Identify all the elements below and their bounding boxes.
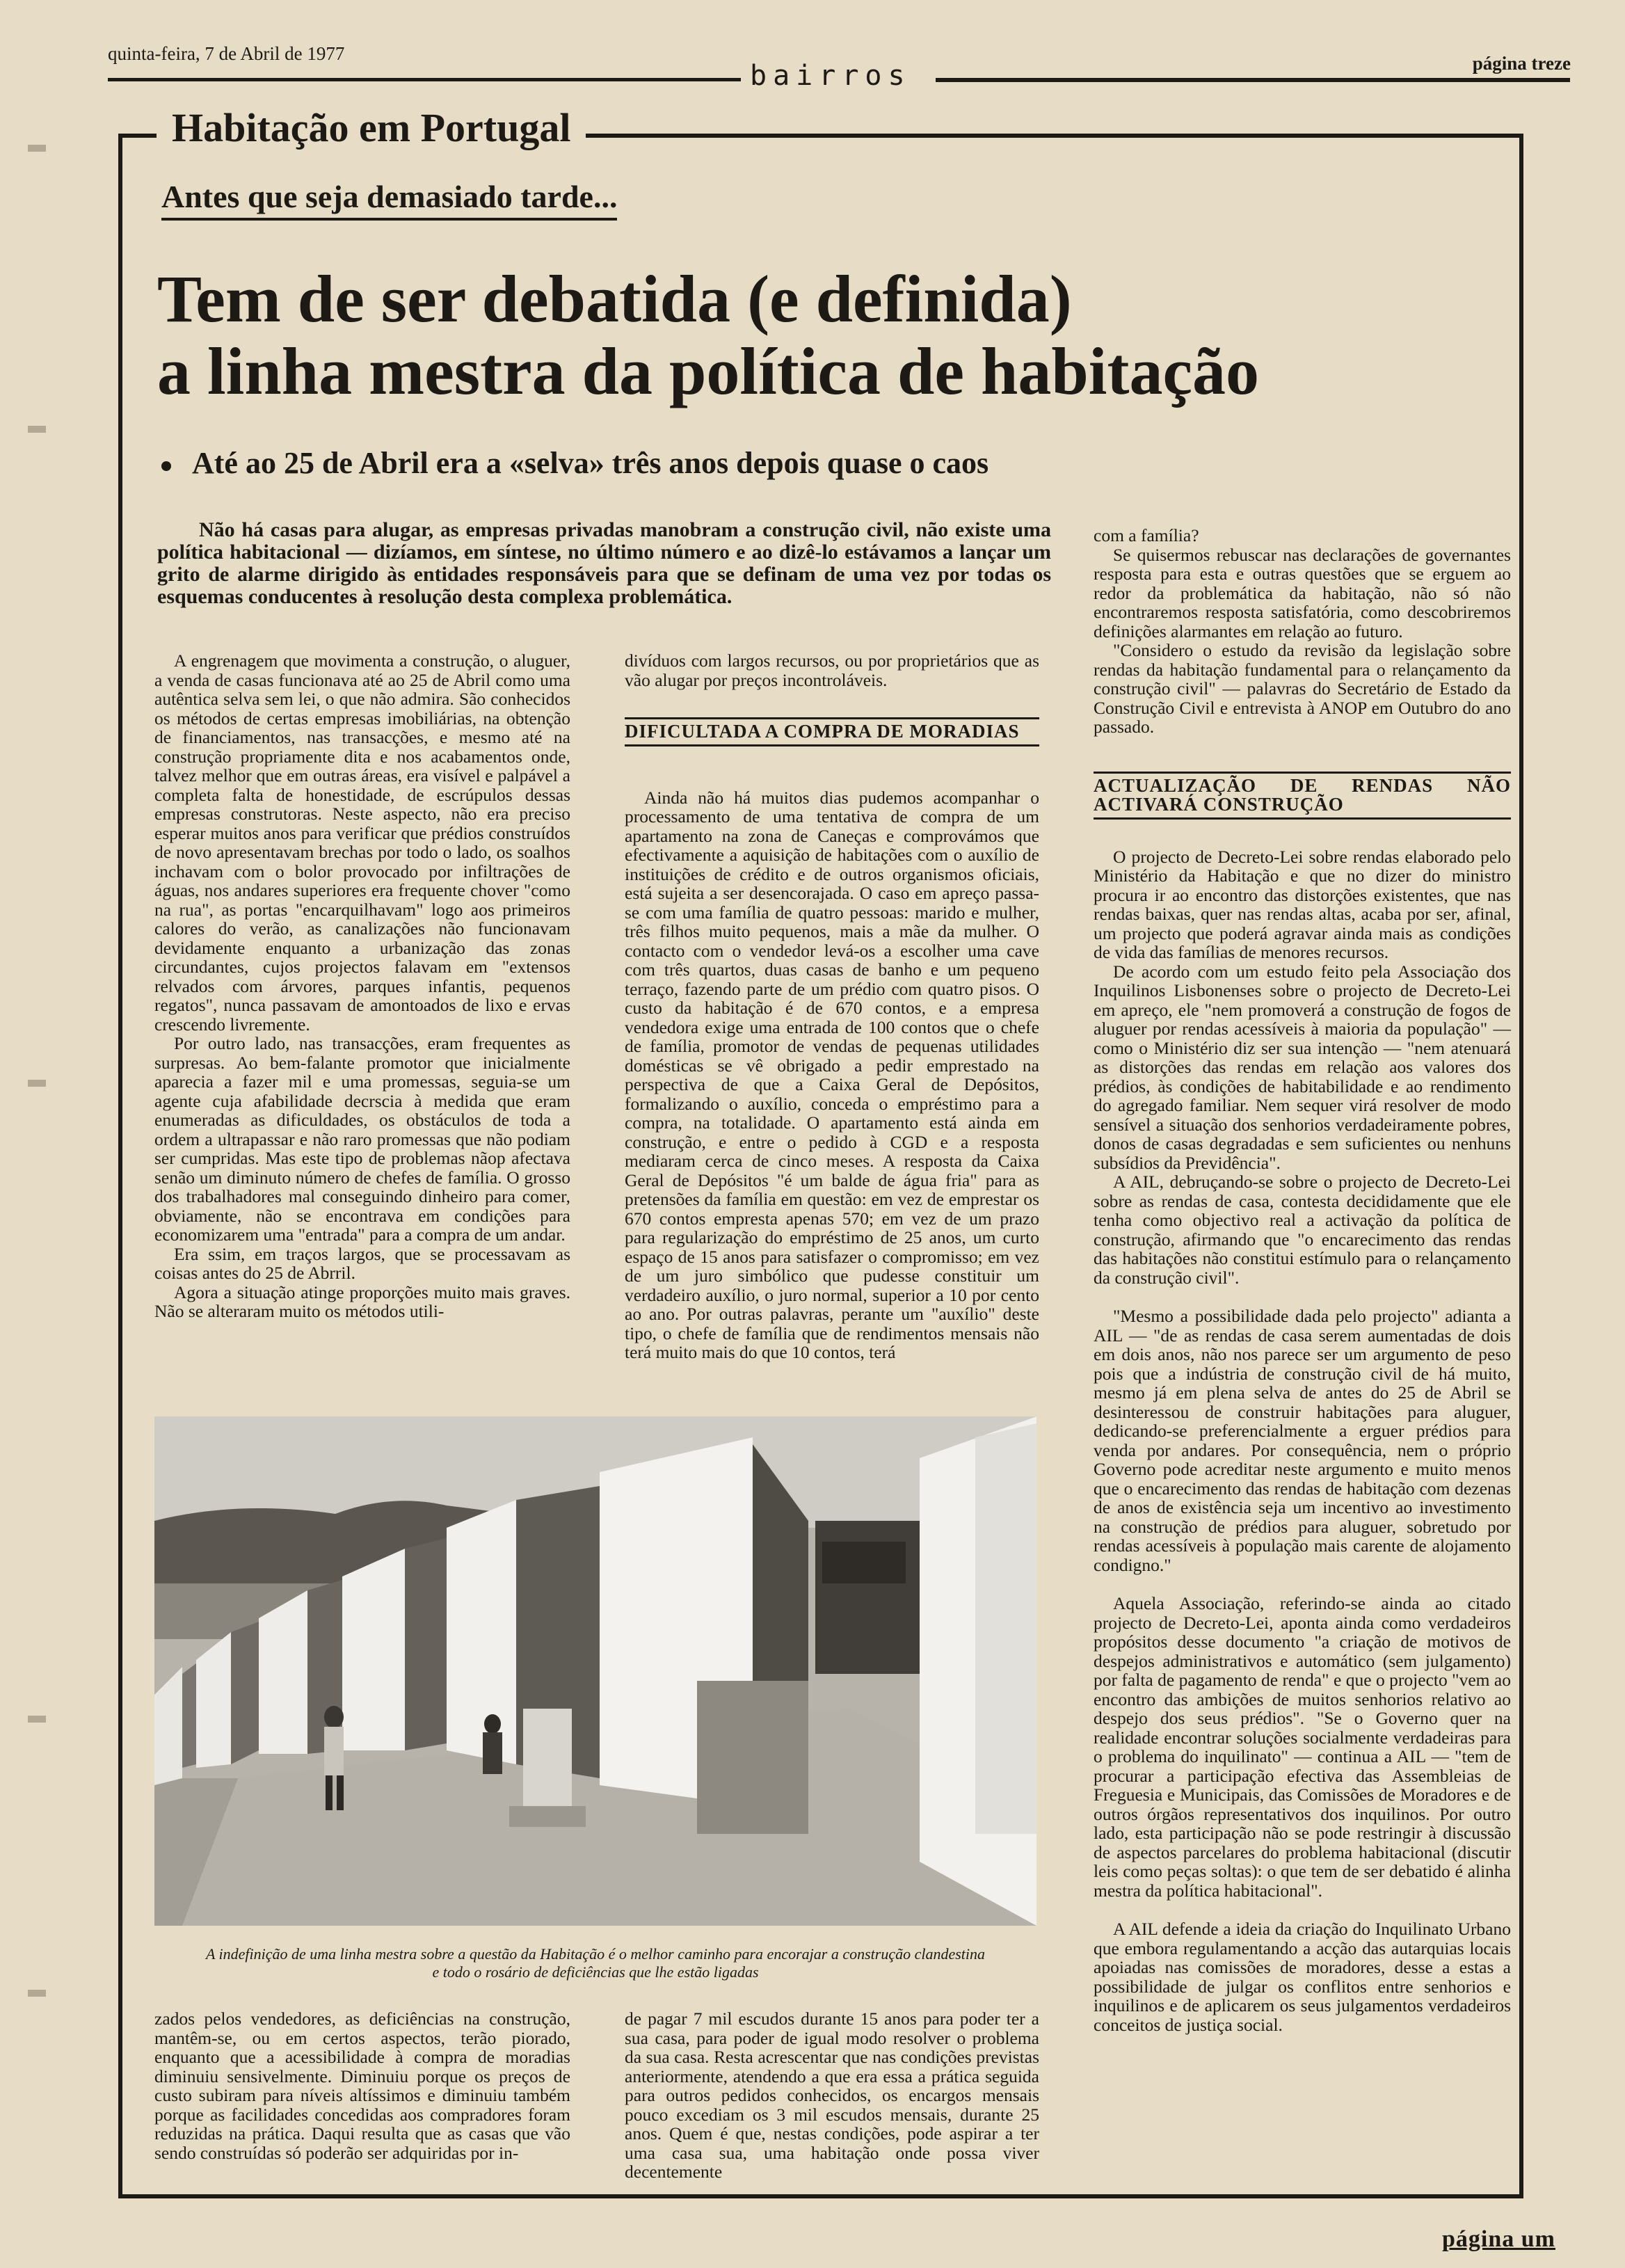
binder-hole [28, 1080, 46, 1087]
paragraph: Era ssim, em traços largos, que se processavam as coisas antes do 25 de Abrril. [154, 1243, 570, 1283]
binder-hole [28, 145, 46, 152]
bullet-subheadline [161, 445, 988, 481]
column-3 [1094, 526, 1511, 2034]
paragraph: Aquela Associação, referindo-se ainda ao citado projecto de Decreto-Lei, aponta ainda como verdadeiros propósitos desse documento "a criação de motivos de despejos administrativos e automático (sem julgamento) por falta de pagamento de renda" e que o projecto "vem ao encontro das ambições de muitos senhorios relativo ao despejo dos seus prédios". "Se o Governo quer na realidade encontrar soluções socialmente verdadeiras para o problema do inquilinato" — continua a AIL — "tem de procurar a participação efectiva das Assembleias de Freguesia e Municipais, das Comissões de Moradores e de outros órgãos representativos dos inquilinos. Por outro lado, esta participação não se pode restringir à discussão de aspectos parcelares do problema habitacional (discutir leis como peças soltas): o que tem de ser debatido é alinha mestra da política habitacional". [1094, 1593, 1511, 1901]
paragraph: De acordo com um estudo feito pela Associação dos Inquilinos Lisbonenses sobre o projecto de Decreto-Lei em apreço, ele "nem promoverá a construção de fogos de aluguer por rendas acessíveis à maioria da população" — como o Ministério diz ser sua intenção — "nem atenuará as distorções das rendas em relação aos valores dos prédios, às condições de habitabilidade e ao rendimento do agregado familiar. Nem sequer virá resolver de modo sensível a situação dos senhorios verdadeiramente pobres, donos de casas degradadas e sem suficientes ou nenhuns subsídios da Previdência". [1094, 961, 1511, 1173]
photo-caption [154, 1945, 1036, 1981]
paragraph: A engrenagem que movimenta a construção, o aluguer, a venda de casas funcionava até ao 25 de Abril como uma autêntica selva sem lei, o que não admira. São conhecidos os métodos de certas empresas imobiliárias, na obtenção de financiamentos, nas transacções, e mesmo até na construção propriamente dita e nos acabamentos onde, talvez melhor que em outras áreas, era visível e palpável a completa falta de honestidade, de escrúpulos dessas empresas construtoras. Neste aspecto, não era preciso esperar muitos anos para verificar que prédios construídos de novo apresentavam brechas por todo o lado, os soalhos inchavam com o bolor provocado por infiltrações de águas, nos andares superiores era frequente chover "como na rua", as portas "encarquilhavam" logo aos primeiros calores do verão, as canalizações não funcionavam devidamente enquanto a urbanização das zonas circundantes, cujos projectos falavam em "extensos relvados com árvores, parques infantis, pequenos regatos", nunca passavam de amontoados de lixo e ervas crescendo livremente. [154, 650, 570, 1035]
paragraph: Se quisermos rebuscar nas declarações de governantes resposta para esta e outras questões que se erguem ao redor da problemática da habitação, não só não encontraremos resposta satisfatória, como descobriremos definições alarmantes em relação ao futuro. [1094, 544, 1511, 641]
subhead-actualizacao: ACTUALIZAÇÃO DE RENDAS NÃO ACTIVARÁ CONSTRUÇÃO [1094, 772, 1511, 820]
paragraph: "Considero o estudo da revisão da legislação sobre rendas da habitação fundamental para o relançamento da construção civil" — palavras do Secretário de Estado da Construção Civil e entrevista à ANOP em Outubro do ano passado. [1094, 640, 1511, 737]
footer-brand: página um [1442, 2226, 1555, 2252]
paragraph: A AIL defende a ideia da criação do Inquilinato Urbano que embora regulamentando a acção das autarquias locais apoiadas nas comissões de moradores, desse a estas a possibilidade de julgar os conflitos entre senhorios e inquilinos e de aplicarem os seus julgamentos verdadeiros conceitos de justiça social. [1094, 1919, 1511, 2035]
paragraph: Ainda não há muitos dias pudemos acompanhar o processamento de uma tentativa de compra de um apartamento na zona de Caneças e comprovámos que efectivamente a aquisição de habitações com o auxílio de instituições de crédito e de outros organismos oficiais, está sujeita a ser desencorajada. O caso em apreço passa-se com uma família de quatro pessoas: marido e mulher, três filhos muito pequenos, mais a mãe da mulher. O contacto com o vendedor levá-os a escolher uma cave com três quartos, duas casas de banho e um pequeno terraço, fazendo parte de um prédio com quatro pisos. O custo da habitação é de 670 contos, e a empresa vendedora exige uma entrada de 100 contos que o chefe de família, promotor de vendas de pequenas utilidades domésticas se vê obrigado a pedir emprestado na perspectiva de que a Caixa Geral de Depósitos, formalizando o auxílio, conceda o empréstimo para a compra, na totalidade. O apartamento está ainda em construção, e entre o pedido à CGD e a resposta mediaram cerca de cinco meses. A resposta da Caixa Geral de Depósitos "é um balde de água fria" para as pretensões da família em questão: em vez de emprestar os 670 contos empresta apenas 570; em vez de um prazo para regularização do empréstimo de 25 anos, um curto espaço de 15 anos para satisfazer o compromisso; em vez de um juro simbólico que pudesse constituir um verdadeiro auxílio, o juro normal, superior a 10 por cento ao ano. Por outras palavras, perante um "auxílio" deste tipo, o chefe de família que de rendimentos mensais não terá muito mais do que 10 contos, terá [625, 787, 1039, 1362]
paragraph: com a família? [1094, 525, 1199, 545]
paragraph: Agora a situação atinge proporções muito mais graves. Não se alteraram muito os métodos utili- [154, 1281, 570, 1321]
kicker: Habitação em Portugal [157, 104, 586, 151]
subhead-dificultada: DIFICULTADA A COMPRA DE MORADIAS [625, 717, 1039, 746]
paragraph: "Mesmo a possibilidade dada pelo projecto" adianta a AIL — "de as rendas de casa serem aumentadas de dois em dois anos, não nos parece ser um argumento de peso pois que a indústria de construção civil de há muito, mesmo já em plena selva de antes do 25 de Abril se desinteressou de construir habitações para aluguer, dedicando-se preferencialmente a erguer prédios para venda por andares. Por consequência, nem o próprio Governo pode acreditar neste argumento e muito menos que o encarecimento das rendas de habitação com dezenas de anos de existência seja um incentivo ao investimento na construção de prédios para aluguer, sobretudo por rendas acessíveis à população mais carente de alojamento condigno." [1094, 1306, 1511, 1575]
paragraph: zados pelos vendedores, as deficiências na construção, mantêm-se, ou em certos aspectos, terão piorado, enquanto que a acessibilidade à compra de moradias diminuiu sensivelmente. Diminuiu porque os preços de custo subiram para níveis altíssimos e diminuiu também porque as facilidades concedidas aos compradores foram reduzidas na prática. Daqui resulta que as casas que vão sendo construídas só poderão ser adquiridas por in- [154, 2009, 570, 2163]
section-name: bairros [750, 60, 911, 92]
paragraph: Por outro lado, nas transacções, eram frequentes as surpresas. Ao bem-falante promotor que inicialmente aparecia a fazer mil e uma promessas, seguia-se um agente cuja afabilidade decrscia à medida que eram enumeradas as dificuldades, os obstáculos de toda a ordem a ultrapassar e não raro promessas que não podiam ser cumpridas. Mas este tipo de problemas nãop afectava senão um diminuto número de chefes de família. O grosso dos trabalhadores mal conseguindo dinheiro para comer, obviamente, não se encontrava em condições para economizarem uma "entrada" para a compra de um andar. [154, 1033, 570, 1245]
housing-photo [154, 1416, 1036, 1926]
paragraph: divíduos com largos recursos, ou por proprietários que as vão alugar por preços incontroláveis. [625, 650, 1039, 690]
binder-hole [28, 1716, 46, 1723]
paragraph: A AIL, debruçando-se sobre o projecto de Decreto-Lei sobre as rendas de casa, contesta decididamente que ele tenha como objectivo real a activação da política de construção, afirmando que "o encarecimento das rendas das habitações não constitui estímulo para o relançamento da construção civil". [1094, 1172, 1511, 1288]
headline-line-2: a linha mestra da política de habitação [157, 334, 1260, 408]
paragraph: O projecto de Decreto-Lei sobre rendas elaborado pelo Ministério da Habitação e que no dizer do ministro procura ir ao encontro das distorções existentes, que nas rendas baixas, quer nas rendas altas, acaba por ser, afinal, um projecto que poderá agravar ainda mais as condições de vida das famílias de menores recursos. [1094, 846, 1511, 962]
column-2 [625, 651, 1039, 1362]
caption-line-1: A indefinição de uma linha mestra sobre a questão da Habitação é o melhor caminho para encorajar a construção clandestina [205, 1945, 986, 1963]
column-1-bottom [154, 2009, 570, 2162]
subkicker: Antes que seja demasiado tarde... [161, 178, 617, 221]
housing-photo-illustration [154, 1416, 1036, 1926]
column-1 [154, 651, 570, 1321]
headline [157, 263, 1479, 408]
header-rule-left [108, 78, 741, 81]
bullet-text: Até ao 25 de Abril era a «selva» três anos depois quase o caos [192, 446, 989, 480]
lead-paragraph: Não há casas para alugar, as empresas privadas manobram a construção civil, não existe uma política habitacional — dizíamos, em síntese, no último número e ao dizê-lo estávamos a lançar um grito de alarme dirigido às entidades responsáveis para que se definam de uma vez por todas os esquemas conducentes à resolução desta complexa problemática. [157, 518, 1051, 608]
column-2-bottom [625, 2009, 1039, 2182]
paragraph: de pagar 7 mil escudos durante 15 anos para poder ter a sua casa, para poder de igual modo resolver o problema da sua casa. Resta acrescentar que nas condições previstas anteriormente, atendendo a que era essa a prática seguida para outros pedidos conhecidos, os encargos mensais pouco excediam os 3 mil escudos mensais, durante 25 anos. Quem é que, nestas condições, pode aspirar a ter uma casa sua, uma habitação onde possa viver decentemente [625, 2009, 1039, 2182]
binder-hole [28, 1990, 46, 1997]
binder-hole [28, 426, 46, 433]
bullet-icon [161, 461, 171, 471]
caption-line-2: e todo o rosário de deficiências que lhe estão ligadas [432, 1963, 759, 1981]
issue-date: quinta-feira, 7 de Abril de 1977 [108, 43, 345, 64]
header-rule-right [936, 78, 1570, 82]
headline-line-1: Tem de ser debatida (e definida) [157, 262, 1072, 336]
page-number: página treze [1472, 53, 1571, 74]
